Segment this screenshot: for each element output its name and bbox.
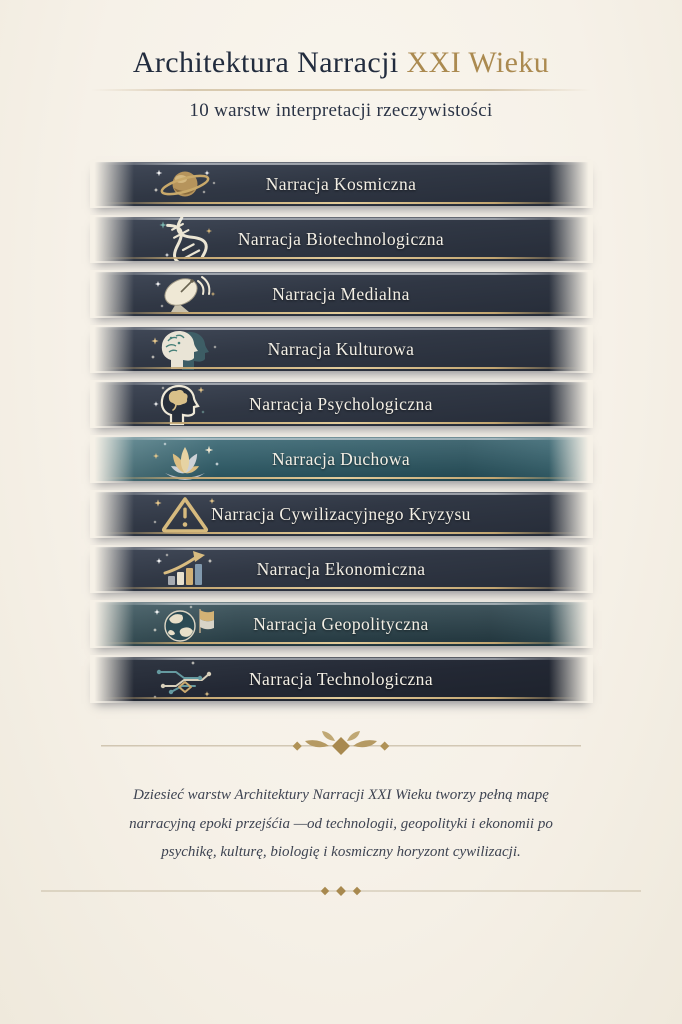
page-title [0, 46, 682, 80]
layer-gold-underline [103, 367, 580, 369]
layer-gold-underline [103, 587, 580, 589]
layer-top-highlight [101, 438, 582, 440]
satellite-dish-icon [143, 272, 231, 316]
header [0, 0, 682, 122]
layer-label: Narracja Kulturowa [267, 338, 415, 359]
layer-row-biotechnologiczna [93, 217, 590, 261]
layer-row-psychologiczna [93, 382, 590, 426]
layer-label: Narracja Psychologiczna [249, 393, 433, 414]
layer-top-highlight [101, 493, 582, 495]
ornament-divider [91, 731, 591, 761]
layer-row-kosmiczna [93, 162, 590, 206]
layer-top-highlight [101, 163, 582, 165]
layer-gold-underline [103, 642, 580, 644]
layer-top-highlight [101, 328, 582, 330]
layer-top-highlight [101, 218, 582, 220]
layer-label: Narracja Cywilizacyjnego Kryzysu [211, 503, 471, 524]
layer-gold-underline [103, 312, 580, 314]
layer-top-highlight [101, 273, 582, 275]
layer-label: Narracja Biotechnologiczna [237, 228, 445, 249]
layer-label: Narracja Duchowa [271, 448, 411, 469]
layer-top-highlight [101, 383, 582, 385]
layer-gold-underline [103, 477, 580, 479]
page-title-accent: XXI Wieku [406, 46, 550, 79]
layer-gold-underline [103, 202, 580, 204]
layer-top-highlight [101, 603, 582, 605]
layer-label: Narracja Technologiczna [248, 668, 433, 689]
layer-label: Narracja Geopolityczna [253, 613, 429, 634]
growth-chart-icon [143, 547, 231, 591]
layer-row-kulturowa [93, 327, 590, 371]
layer-row-cywilizacyjnego-kryzysu [93, 492, 590, 536]
layer-row-duchowa [93, 437, 590, 481]
circuit-board-icon [143, 657, 231, 701]
saturn-planet-icon [143, 162, 231, 206]
layer-gold-underline [103, 697, 580, 699]
head-circuit-icon [143, 327, 231, 371]
bottom-divider [41, 883, 641, 899]
layers-list [93, 162, 590, 701]
layer-top-highlight [101, 658, 582, 660]
lotus-flower-icon [143, 437, 231, 481]
layer-top-highlight [101, 548, 582, 550]
layer-label: Narracja Medialna [272, 283, 410, 304]
layer-row-ekonomiczna [93, 547, 590, 591]
layer-label: Narracja Ekonomiczna [256, 558, 426, 579]
title-divider [91, 89, 591, 91]
footer-caption: Dziesieć warstw Architektury Narracji XXI Wieku tworzy pełną mapę narracyjną epoki przejśćia —od technologii, geopolityki i ekonomii po psychikę, kulturę, biologię i kosmiczny horyzont cywilizacji. [129, 787, 553, 860]
layer-gold-underline [103, 422, 580, 424]
dna-helix-icon [143, 217, 231, 261]
layer-gold-underline [103, 257, 580, 259]
layer-gold-underline [103, 532, 580, 534]
layer-label: Narracja Kosmiczna [265, 173, 417, 194]
head-brain-icon [143, 382, 231, 426]
layer-row-medialna [93, 272, 590, 316]
page-subtitle: 10 warstw interpretacji rzeczywistości [189, 100, 493, 121]
globe-flag-icon [143, 602, 231, 646]
layer-row-geopolityczna [93, 602, 590, 646]
page-title-main: Architektura Narracji [132, 46, 407, 79]
layer-row-technologiczna [93, 657, 590, 701]
